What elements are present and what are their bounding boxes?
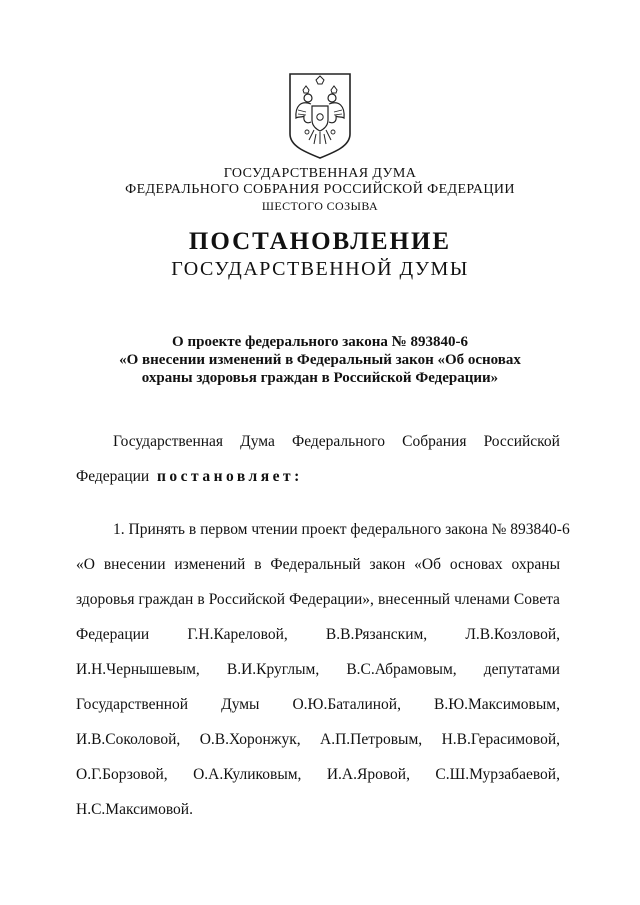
text-word: «О	[76, 556, 95, 573]
preamble-word: Собрания	[402, 433, 467, 450]
header-federal-assembly: ФЕДЕРАЛЬНОГО СОБРАНИЯ РОССИЙСКОЙ ФЕДЕРАЦИИ	[125, 182, 515, 197]
paragraph-1-line-3	[76, 591, 560, 609]
coat-of-arms-emblem	[287, 72, 353, 160]
text-word: членами	[454, 591, 510, 608]
text-word: И.Н.Чернышевым,	[76, 661, 200, 678]
text-word: А.П.Петровым,	[320, 731, 423, 748]
preamble-line-2	[76, 468, 303, 486]
text-word: граждан	[138, 591, 194, 608]
text-word: внесенный	[377, 591, 451, 608]
text-word: И.В.Соколовой,	[76, 731, 181, 748]
text-word: В.И.Круглым,	[226, 661, 320, 678]
paragraph-1-line-5	[76, 661, 560, 679]
preamble-word: Дума	[240, 433, 275, 450]
text-word: Федеральный	[270, 556, 361, 573]
text-word: Федерации	[76, 626, 150, 643]
text-word: Российской	[208, 591, 286, 608]
subject-line-1: О проекте федерального закона № 893840-6	[172, 334, 468, 350]
text-word: основах	[449, 556, 503, 573]
text-word: в	[197, 591, 205, 608]
text-word: Государственной	[76, 696, 189, 713]
text-word: в	[254, 556, 262, 573]
paragraph-1-line-6	[76, 696, 560, 714]
preamble-federation: Федерации	[76, 468, 150, 485]
text-word: Федерации»,	[289, 591, 374, 608]
preamble-word: Государственная	[113, 433, 224, 450]
preamble-line-1	[113, 433, 560, 451]
document-subtitle: ГОСУДАРСТВЕННОЙ ДУМЫ	[171, 258, 469, 280]
text-word: В.В.Рязанским,	[325, 626, 428, 643]
text-word: Совета	[513, 591, 560, 608]
text-word: В.С.Абрамовым,	[346, 661, 457, 678]
text-word: депутатами	[483, 661, 560, 678]
text-word: О.Ю.Баталиной,	[292, 696, 401, 713]
header-duma: ГОСУДАРСТВЕННАЯ ДУМА	[223, 166, 417, 181]
text-word: О.Г.Борзовой,	[76, 766, 168, 783]
text-word: закон	[369, 556, 406, 573]
paragraph-1-line-1: 1. Принять в первом чтении проект федерального закона № 893840-6	[113, 521, 570, 538]
text-word: внесении	[103, 556, 166, 573]
text-word: И.А.Яровой,	[326, 766, 410, 783]
text-word: О.А.Куликовым,	[193, 766, 302, 783]
text-word: Думы	[221, 696, 260, 713]
text-word: Н.В.Герасимовой,	[441, 731, 560, 748]
paragraph-1-line-2	[76, 556, 560, 574]
subject-line-3: охраны здоровья граждан в Российской Федерации»	[141, 370, 499, 386]
paragraph-1-line-9: Н.С.Максимовой.	[76, 801, 193, 818]
text-word: изменений	[174, 556, 246, 573]
paragraph-1-line-4	[76, 626, 560, 644]
text-word: Л.В.Козловой,	[465, 626, 560, 643]
paragraph-1-line-8	[76, 766, 560, 784]
text-word: В.Ю.Максимовым,	[433, 696, 560, 713]
text-word: О.В.Хоронжук,	[199, 731, 301, 748]
text-word: охраны	[511, 556, 560, 573]
preamble-word: Российской	[483, 433, 560, 450]
header-convocation: ШЕСТОГО СОЗЫВА	[261, 199, 379, 213]
paragraph-1-line-7	[76, 731, 560, 749]
preamble-word: Федерального	[291, 433, 386, 450]
text-word: «Об	[414, 556, 442, 573]
text-word: С.Ш.Мурзабаевой,	[435, 766, 560, 783]
document-title: ПОСТАНОВЛЕНИЕ	[188, 228, 452, 255]
subject-line-2: «О внесении изменений в Федеральный закон «Об основах	[119, 352, 521, 368]
text-word: здоровья	[76, 591, 135, 608]
text-word: Г.Н.Кареловой,	[187, 626, 288, 643]
resolves-verb: постановляет:	[156, 468, 303, 485]
